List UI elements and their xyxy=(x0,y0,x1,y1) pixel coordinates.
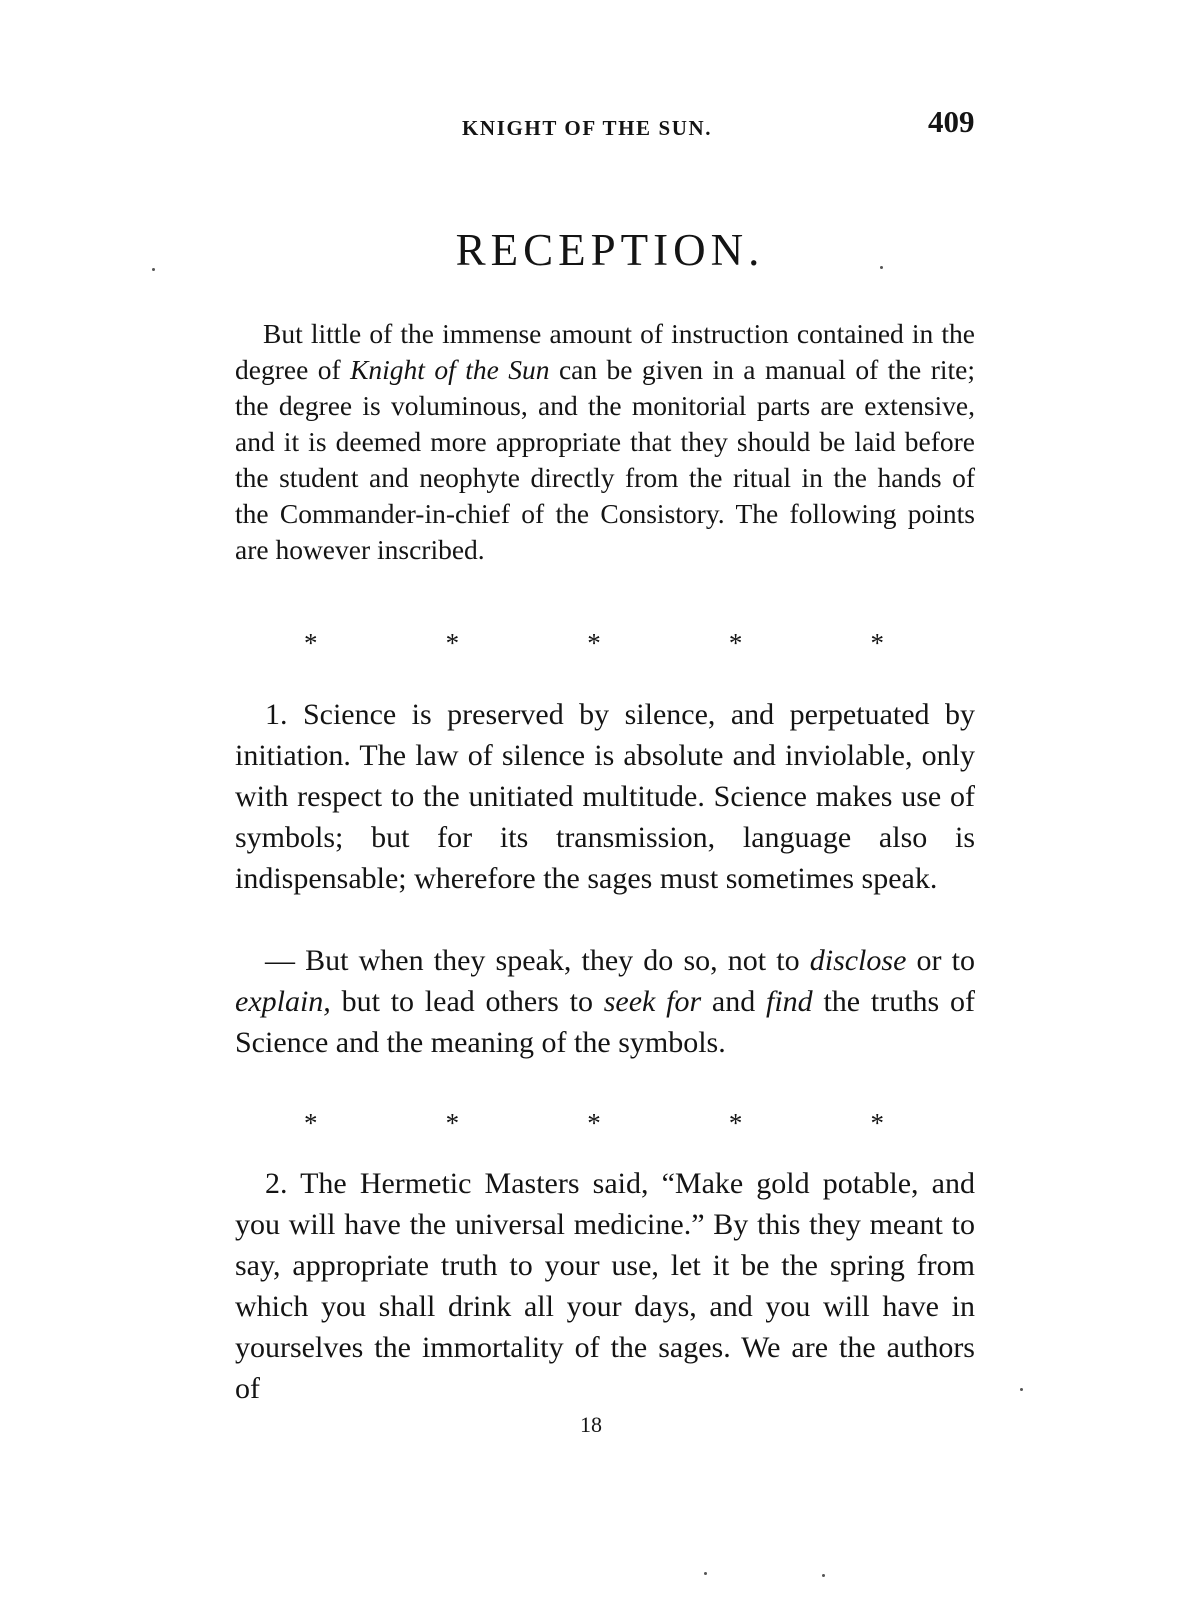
emphasis-explain: explain, xyxy=(235,985,331,1018)
continuation-text: the truths of Science and the meaning of the symbols. xyxy=(235,985,975,1059)
asterisk: * xyxy=(728,628,743,658)
asterisk-separator xyxy=(304,628,884,659)
asterisk: * xyxy=(587,628,601,658)
scan-speck xyxy=(704,1572,707,1575)
section-title: RECEPTION. xyxy=(455,225,765,275)
emphasis-find: find xyxy=(766,985,813,1018)
asterisk-separator xyxy=(304,1108,884,1139)
continuation-text: — But when they speak, they do so, not to xyxy=(265,944,810,977)
scan-speck xyxy=(822,1574,825,1577)
running-title: KNIGHT OF THE SUN. xyxy=(462,116,713,140)
point-2-paragraph: 2. The Hermetic Masters said, “Make gold potable, and you will have the universal medicine.” By this they meant to say, appropriate truth to your use, let it be the spring from which you shall drink all your days, and you will have in yourselves the immortality of the sages. We are the authors of xyxy=(235,1167,975,1405)
asterisk: * xyxy=(870,1108,884,1138)
scan-speck xyxy=(880,266,883,269)
emphasis-disclose: disclose xyxy=(809,944,907,977)
emphasis-seek-for: seek for xyxy=(603,985,702,1018)
continuation-text: and xyxy=(701,985,767,1018)
signature-mark: 18 xyxy=(580,1412,602,1437)
intro-text-end: can be given in a manual of the rite; the degree is voluminous, and the monitorial parts are extensive, and it is deemed more appropriate that they should be laid before the student and neophyte directly from the ritual in the hands of the Commander-in-chief of the Consistory. The following points are however inscribed. xyxy=(235,354,975,565)
scan-speck xyxy=(1020,1388,1023,1391)
asterisk: * xyxy=(587,1108,601,1138)
asterisk: * xyxy=(304,628,318,658)
asterisk: * xyxy=(445,1108,460,1138)
continuation-text: but to lead others to xyxy=(330,985,604,1018)
scan-speck xyxy=(152,268,155,271)
asterisk: * xyxy=(728,1108,743,1138)
intro-paragraph xyxy=(235,316,975,568)
page-number: 409 xyxy=(928,104,975,139)
intro-text-start: But little of the immense amount of instruction contained in the degree of xyxy=(235,318,975,385)
asterisk: * xyxy=(304,1108,318,1138)
degree-name: Knight of the Sun xyxy=(350,354,550,385)
asterisk: * xyxy=(445,628,460,658)
continuation-text: or to xyxy=(906,944,976,977)
point-1-paragraph: 1. Science is preserved by silence, and perpetuated by initiation. The law of silence is absolute and inviolable, only with respect to the unitiated multitude. Science makes use of symbols; but for its transmission, language also is indispensable; wherefore the sages must sometimes speak. xyxy=(235,698,975,895)
asterisk: * xyxy=(870,628,884,658)
point-1-continuation xyxy=(235,940,975,1063)
